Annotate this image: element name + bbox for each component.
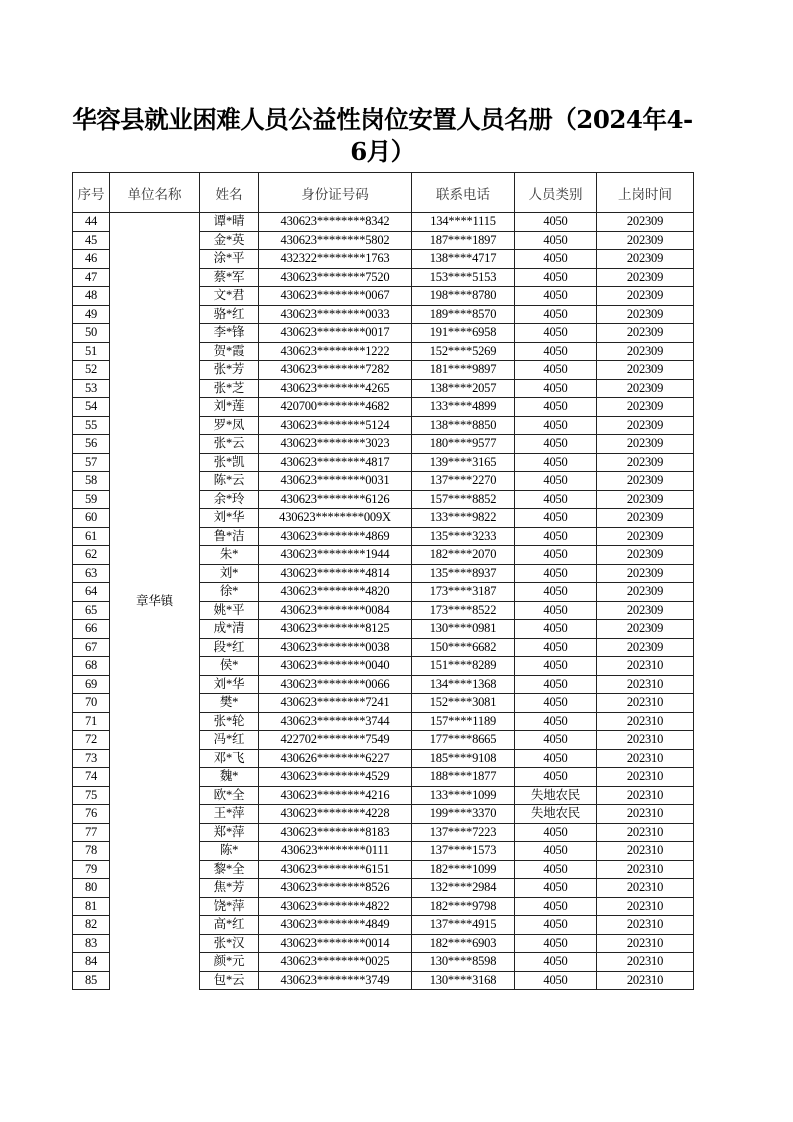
cell-start-date: 202309 [597,472,694,491]
cell-category: 4050 [515,712,597,731]
cell-id-number: 430623********4817 [259,453,412,472]
cell-serial-no: 74 [73,768,110,787]
cell-serial-no: 69 [73,675,110,694]
cell-id-number: 430623********4822 [259,897,412,916]
cell-start-date: 202309 [597,527,694,546]
cell-phone: 135****3233 [412,527,515,546]
cell-id-number: 430623********4216 [259,786,412,805]
cell-id-number: 430623********0014 [259,934,412,953]
cell-serial-no: 78 [73,842,110,861]
cell-phone: 177****8665 [412,731,515,750]
cell-id-number: 430623********4228 [259,805,412,824]
cell-category: 4050 [515,657,597,676]
cell-serial-no: 70 [73,694,110,713]
cell-id-number: 430623********0040 [259,657,412,676]
cell-name: 黎*全 [200,860,259,879]
cell-id-number: 430623********1222 [259,342,412,361]
cell-category: 4050 [515,509,597,528]
cell-category: 4050 [515,287,597,306]
cell-id-number: 430623********4869 [259,527,412,546]
table-header-row [73,173,694,213]
header-name: 姓名 [200,173,259,213]
cell-id-number: 430623********8183 [259,823,412,842]
cell-start-date: 202310 [597,675,694,694]
cell-phone: 180****9577 [412,435,515,454]
cell-serial-no: 47 [73,268,110,287]
cell-category: 4050 [515,250,597,269]
cell-start-date: 202309 [597,453,694,472]
cell-start-date: 202310 [597,712,694,731]
cell-category: 4050 [515,601,597,620]
cell-start-date: 202309 [597,213,694,232]
cell-start-date: 202310 [597,897,694,916]
cell-name: 文*君 [200,287,259,306]
cell-serial-no: 60 [73,509,110,528]
cell-name: 包*云 [200,971,259,990]
cell-id-number: 430623********5802 [259,231,412,250]
cell-start-date: 202310 [597,786,694,805]
cell-name: 蔡*军 [200,268,259,287]
cell-start-date: 202310 [597,694,694,713]
cell-phone: 138****4717 [412,250,515,269]
cell-phone: 198****8780 [412,287,515,306]
cell-serial-no: 73 [73,749,110,768]
cell-category: 4050 [515,416,597,435]
cell-id-number: 430626********6227 [259,749,412,768]
cell-serial-no: 61 [73,527,110,546]
cell-serial-no: 57 [73,453,110,472]
cell-name: 朱* [200,546,259,565]
cell-serial-no: 50 [73,324,110,343]
cell-name: 张*芝 [200,379,259,398]
cell-category: 4050 [515,916,597,935]
header-id-number: 身份证号码 [259,173,412,213]
cell-category: 4050 [515,361,597,380]
cell-id-number: 430623********4265 [259,379,412,398]
header-category: 人员类别 [515,173,597,213]
cell-name: 张*芳 [200,361,259,380]
cell-start-date: 202309 [597,509,694,528]
cell-phone: 133****9822 [412,509,515,528]
cell-name: 侯* [200,657,259,676]
cell-category: 4050 [515,694,597,713]
cell-phone: 182****6903 [412,934,515,953]
cell-name: 涂*平 [200,250,259,269]
cell-start-date: 202310 [597,823,694,842]
cell-serial-no: 66 [73,620,110,639]
cell-start-date: 202309 [597,324,694,343]
cell-start-date: 202310 [597,860,694,879]
cell-start-date: 202310 [597,657,694,676]
cell-name: 樊* [200,694,259,713]
cell-category: 4050 [515,823,597,842]
cell-id-number: 430623********0066 [259,675,412,694]
cell-category: 4050 [515,953,597,972]
cell-phone: 134****1368 [412,675,515,694]
cell-id-number: 430623********3023 [259,435,412,454]
cell-serial-no: 58 [73,472,110,491]
cell-category: 4050 [515,971,597,990]
cell-serial-no: 79 [73,860,110,879]
cell-category: 失地农民 [515,805,597,824]
cell-phone: 137****4915 [412,916,515,935]
cell-id-number: 430623********3749 [259,971,412,990]
cell-category: 4050 [515,897,597,916]
cell-phone: 137****2270 [412,472,515,491]
cell-phone: 191****6958 [412,324,515,343]
cell-id-number: 430623********1944 [259,546,412,565]
cell-phone: 153****5153 [412,268,515,287]
cell-start-date: 202310 [597,934,694,953]
cell-start-date: 202309 [597,305,694,324]
cell-start-date: 202309 [597,583,694,602]
cell-name: 张*轮 [200,712,259,731]
cell-start-date: 202309 [597,342,694,361]
cell-serial-no: 44 [73,213,110,232]
cell-phone: 137****7223 [412,823,515,842]
header-start-date: 上岗时间 [597,173,694,213]
cell-phone: 185****9108 [412,749,515,768]
cell-id-number: 430623********6151 [259,860,412,879]
cell-category: 4050 [515,546,597,565]
cell-id-number: 430623********0033 [259,305,412,324]
cell-phone: 150****6682 [412,638,515,657]
cell-phone: 138****8850 [412,416,515,435]
header-serial-no: 序号 [73,173,110,213]
cell-category: 4050 [515,620,597,639]
header-unit-name: 单位名称 [110,173,200,213]
cell-start-date: 202309 [597,638,694,657]
cell-category: 4050 [515,564,597,583]
cell-serial-no: 81 [73,897,110,916]
cell-id-number: 430623********0017 [259,324,412,343]
cell-serial-no: 85 [73,971,110,990]
cell-phone: 133****1099 [412,786,515,805]
cell-category: 4050 [515,398,597,417]
cell-name: 陈*云 [200,472,259,491]
cell-id-number: 430623********0111 [259,842,412,861]
cell-start-date: 202309 [597,601,694,620]
cell-id-number: 430623********009X [259,509,412,528]
cell-phone: 152****5269 [412,342,515,361]
cell-id-number: 430623********6126 [259,490,412,509]
cell-name: 李*锋 [200,324,259,343]
cell-serial-no: 52 [73,361,110,380]
cell-start-date: 202309 [597,250,694,269]
cell-category: 4050 [515,379,597,398]
cell-phone: 134****1115 [412,213,515,232]
cell-phone: 157****8852 [412,490,515,509]
cell-start-date: 202310 [597,971,694,990]
cell-id-number: 420700********4682 [259,398,412,417]
cell-start-date: 202310 [597,879,694,898]
cell-category: 4050 [515,231,597,250]
cell-phone: 182****1099 [412,860,515,879]
cell-category: 4050 [515,583,597,602]
cell-category: 4050 [515,749,597,768]
cell-name: 谭*晴 [200,213,259,232]
cell-start-date: 202309 [597,379,694,398]
cell-phone: 187****1897 [412,231,515,250]
cell-phone: 138****2057 [412,379,515,398]
cell-category: 4050 [515,768,597,787]
cell-id-number: 430623********0067 [259,287,412,306]
cell-id-number: 422702********7549 [259,731,412,750]
cell-serial-no: 49 [73,305,110,324]
cell-unit-name: 章华镇 [110,213,200,990]
cell-category: 4050 [515,860,597,879]
table-body [73,213,694,990]
cell-start-date: 202309 [597,490,694,509]
cell-name: 郑*萍 [200,823,259,842]
cell-start-date: 202310 [597,842,694,861]
cell-serial-no: 53 [73,379,110,398]
cell-name: 成*清 [200,620,259,639]
cell-name: 冯*红 [200,731,259,750]
cell-phone: 199****3370 [412,805,515,824]
cell-name: 段*红 [200,638,259,657]
cell-id-number: 430623********3744 [259,712,412,731]
cell-start-date: 202310 [597,731,694,750]
cell-phone: 157****1189 [412,712,515,731]
cell-phone: 132****2984 [412,879,515,898]
cell-id-number: 430623********0025 [259,953,412,972]
cell-id-number: 430623********4529 [259,768,412,787]
cell-name: 姚*平 [200,601,259,620]
cell-name: 鲁*洁 [200,527,259,546]
cell-id-number: 430623********4820 [259,583,412,602]
cell-start-date: 202309 [597,564,694,583]
cell-start-date: 202309 [597,231,694,250]
cell-phone: 151****8289 [412,657,515,676]
cell-id-number: 430623********7282 [259,361,412,380]
table-row [73,213,694,232]
cell-name: 颜*元 [200,953,259,972]
cell-category: 4050 [515,675,597,694]
cell-name: 刘* [200,564,259,583]
cell-start-date: 202310 [597,953,694,972]
cell-phone: 135****8937 [412,564,515,583]
cell-category: 4050 [515,324,597,343]
cell-serial-no: 64 [73,583,110,602]
cell-serial-no: 55 [73,416,110,435]
cell-serial-no: 67 [73,638,110,657]
cell-start-date: 202310 [597,768,694,787]
cell-name: 刘*华 [200,675,259,694]
cell-serial-no: 59 [73,490,110,509]
cell-category: 4050 [515,342,597,361]
cell-phone: 130****3168 [412,971,515,990]
cell-name: 饶*萍 [200,897,259,916]
cell-start-date: 202310 [597,916,694,935]
cell-name: 余*玲 [200,490,259,509]
cell-id-number: 430623********7241 [259,694,412,713]
cell-name: 邓*飞 [200,749,259,768]
cell-start-date: 202309 [597,361,694,380]
cell-serial-no: 77 [73,823,110,842]
cell-name: 王*萍 [200,805,259,824]
cell-name: 焦*芳 [200,879,259,898]
cell-phone: 188****1877 [412,768,515,787]
cell-phone: 152****3081 [412,694,515,713]
cell-start-date: 202309 [597,416,694,435]
cell-name: 徐* [200,583,259,602]
cell-serial-no: 63 [73,564,110,583]
cell-serial-no: 46 [73,250,110,269]
cell-name: 张*云 [200,435,259,454]
cell-name: 刘*华 [200,509,259,528]
cell-phone: 182****2070 [412,546,515,565]
cell-start-date: 202309 [597,546,694,565]
cell-serial-no: 56 [73,435,110,454]
cell-category: 4050 [515,472,597,491]
cell-phone: 130****8598 [412,953,515,972]
cell-serial-no: 71 [73,712,110,731]
cell-start-date: 202309 [597,268,694,287]
cell-name: 罗*凤 [200,416,259,435]
cell-serial-no: 72 [73,731,110,750]
cell-phone: 189****8570 [412,305,515,324]
cell-phone: 137****1573 [412,842,515,861]
cell-category: 4050 [515,453,597,472]
cell-start-date: 202310 [597,749,694,768]
cell-start-date: 202309 [597,620,694,639]
cell-start-date: 202309 [597,435,694,454]
cell-category: 4050 [515,731,597,750]
cell-id-number: 432322********1763 [259,250,412,269]
cell-serial-no: 75 [73,786,110,805]
cell-name: 高*红 [200,916,259,935]
cell-id-number: 430623********8526 [259,879,412,898]
cell-start-date: 202310 [597,805,694,824]
cell-serial-no: 84 [73,953,110,972]
cell-phone: 133****4899 [412,398,515,417]
cell-id-number: 430623********8125 [259,620,412,639]
cell-category: 4050 [515,268,597,287]
header-phone: 联系电话 [412,173,515,213]
document-title: 华容县就业困难人员公益性岗位安置人员名册（2024年4-6月） [72,105,693,166]
cell-id-number: 430623********0084 [259,601,412,620]
cell-phone: 173****8522 [412,601,515,620]
cell-name: 刘*莲 [200,398,259,417]
cell-serial-no: 80 [73,879,110,898]
cell-serial-no: 82 [73,916,110,935]
cell-id-number: 430623********0038 [259,638,412,657]
cell-phone: 139****3165 [412,453,515,472]
cell-serial-no: 76 [73,805,110,824]
cell-phone: 181****9897 [412,361,515,380]
cell-name: 贺*霞 [200,342,259,361]
cell-category: 4050 [515,527,597,546]
cell-id-number: 430623********4849 [259,916,412,935]
cell-name: 魏* [200,768,259,787]
cell-id-number: 430623********5124 [259,416,412,435]
cell-serial-no: 65 [73,601,110,620]
cell-start-date: 202309 [597,398,694,417]
cell-serial-no: 51 [73,342,110,361]
cell-name: 金*英 [200,231,259,250]
cell-category: 4050 [515,638,597,657]
cell-phone: 130****0981 [412,620,515,639]
cell-name: 欧*全 [200,786,259,805]
cell-category: 4050 [515,842,597,861]
cell-category: 4050 [515,305,597,324]
cell-serial-no: 54 [73,398,110,417]
cell-id-number: 430623********4814 [259,564,412,583]
cell-serial-no: 68 [73,657,110,676]
cell-serial-no: 48 [73,287,110,306]
cell-start-date: 202309 [597,287,694,306]
cell-id-number: 430623********7520 [259,268,412,287]
cell-id-number: 430623********0031 [259,472,412,491]
cell-category: 4050 [515,490,597,509]
cell-category: 4050 [515,213,597,232]
cell-phone: 173****3187 [412,583,515,602]
cell-name: 张*汉 [200,934,259,953]
cell-category: 失地农民 [515,786,597,805]
cell-name: 陈* [200,842,259,861]
cell-name: 骆*红 [200,305,259,324]
roster-table [72,172,694,990]
cell-serial-no: 45 [73,231,110,250]
cell-category: 4050 [515,435,597,454]
cell-id-number: 430623********8342 [259,213,412,232]
cell-category: 4050 [515,934,597,953]
cell-phone: 182****9798 [412,897,515,916]
cell-serial-no: 83 [73,934,110,953]
cell-category: 4050 [515,879,597,898]
cell-name: 张*凯 [200,453,259,472]
cell-serial-no: 62 [73,546,110,565]
